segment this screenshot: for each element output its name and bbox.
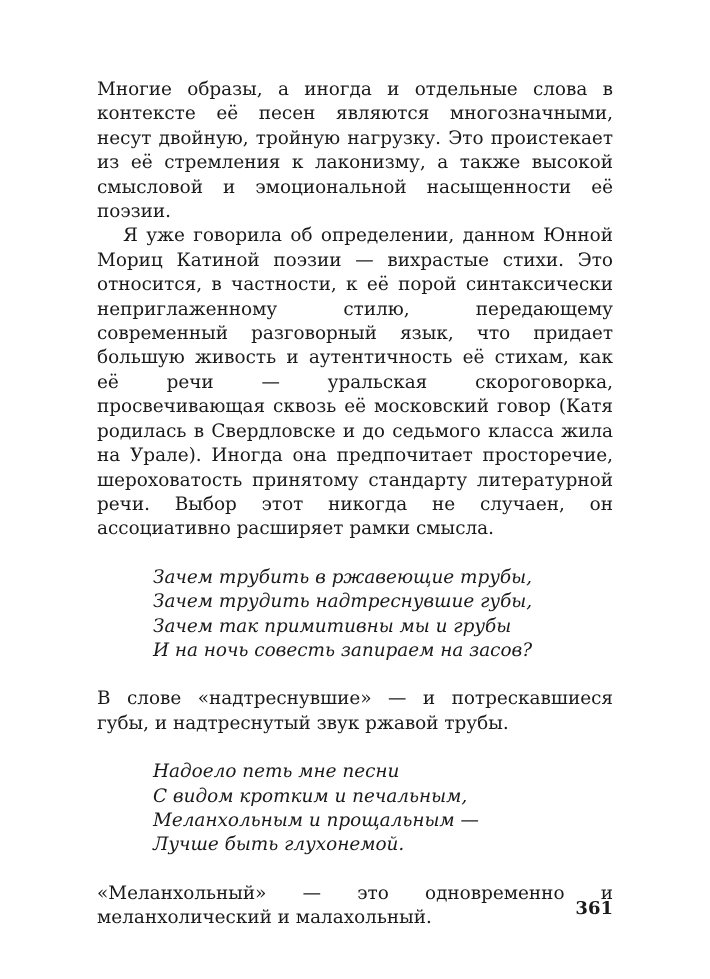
- poem-stanza-1: [97, 566, 613, 664]
- poem-line: Надоело петь мне песни: [153, 761, 400, 783]
- poem-line: Зачем трубить в ржавеющие трубы,: [153, 566, 532, 588]
- poem-line: Лучше быть глухонемой.: [153, 834, 405, 856]
- paragraph-3: В слове «надтреснувшие» — и потрескавшиеся губы, и надтреснутый звук ржавой трубы.: [97, 688, 613, 734]
- poem-line: С видом кротким и печальным,: [153, 785, 468, 807]
- poem-line: Зачем трудить надтреснувшие губы,: [153, 591, 533, 613]
- poem-line: Зачем так примитивны мы и грубы: [153, 615, 512, 637]
- paragraph-1: Многие образы, а иногда и отдельные слова в контексте её песен являются многозначными, несут двойную, тройную нагрузку. Это проистекает из её стремления к лаконизму, а также высокой смысловой и эмоциональной насыщенности её поэзии.: [97, 79, 613, 223]
- poem-line: И на ночь совесть запираем на засов?: [153, 639, 533, 661]
- paragraph-4: «Меланхольный» — это одновременно и меланхолический и малахольный.: [97, 882, 613, 929]
- page-number: 361: [575, 898, 613, 919]
- page-body: [97, 78, 613, 931]
- poem-line: Меланхольным и прощальным —: [153, 809, 479, 831]
- poem-stanza-2: [97, 760, 613, 858]
- paragraph-2: Я уже говорила об определении, данном Юнной Мориц Катиной поэзии — вихрастые стихи. Это относится, в частности, к её порой синтаксически неприглаженному стилю, передающему современный разговорный язык, что придает большую живость и аутентичность её стихам, как её речи — уральская скороговорка, просвечивающая сквозь её московский говор (Катя родилась в Свердловске и до седьмого класса жила на Урале). Иногда она предпочитает просторечие, шероховатость принятому стандарту литературной речи. Выбор этот никогда не случаен, он ассоциативно расширяет рамки смысла.: [97, 225, 613, 540]
